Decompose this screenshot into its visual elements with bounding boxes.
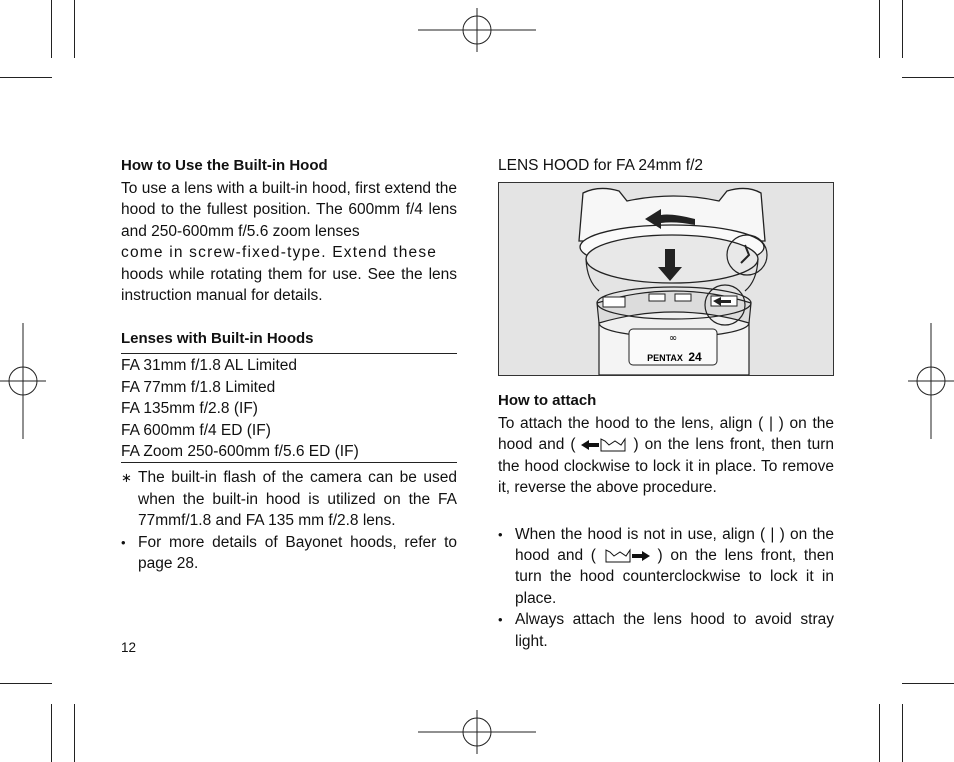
attach-notes [498, 524, 834, 652]
lens-hood-illustration [498, 182, 834, 376]
lenses-section-title: Lenses with Built-in Hoods [121, 330, 314, 348]
registration-mark-right [908, 323, 954, 439]
crop-mark-tl-v2 [74, 0, 75, 58]
focal-label: 24 [688, 350, 702, 364]
notes-list [121, 467, 457, 574]
lens-item: FA 135mm f/2.8 (IF) [121, 400, 258, 418]
note-flash-text: The built-in flash of the camera can be used when the built-in hood is utilized on the FA 77mmf/1.8 and FA 135 mm f/2.8 lens. [138, 469, 457, 530]
page-number: 12 [121, 640, 137, 655]
note-bayonet-text: For more details of Bayonet hoods, refer to page 28. [138, 533, 457, 573]
lens-list [121, 353, 457, 463]
note-stray-light [498, 609, 834, 652]
lens-item: FA 31mm f/1.8 AL Limited [121, 357, 298, 375]
attach-text-b: ) on the lens front, then turn the hood clockwise to lock it in place. To remove it, reverse the above procedure. [498, 436, 835, 497]
lens-storage-arrow-icon [604, 548, 650, 564]
lens-index-arrow-icon [581, 437, 627, 453]
crop-mark-tr-v [902, 0, 903, 58]
right-column [498, 155, 834, 652]
crop-mark-br-v2 [879, 704, 880, 762]
attach-section-title: How to attach [498, 392, 597, 409]
attach-text-a: To attach the hood to the lens, align ( | ) on the hood and ( [498, 415, 834, 454]
crop-mark-tr-h [902, 77, 954, 78]
registration-mark-bottom [418, 710, 536, 754]
lens-item: FA Zoom 250-600mm f/5.6 ED (IF) [121, 443, 359, 461]
crop-mark-bl-h [0, 683, 52, 684]
brand-label: PENTAX [647, 353, 683, 363]
bullet-mark: • [498, 526, 503, 542]
note-not-in-use-a: When the hood is not in use, align ( | ) on the hood and ( [515, 525, 834, 565]
crop-mark-tr-v2 [879, 0, 880, 58]
note-not-in-use-b: ) on the lens front, then turn the hood counterclockwise to lock it in place. [515, 547, 834, 607]
bullet-mark: • [498, 612, 503, 628]
registration-mark-left [0, 323, 46, 439]
note-stray-light-text: Always attach the lens hood to avoid stray light. [515, 611, 834, 650]
crop-mark-bl-v2 [74, 704, 75, 762]
crop-mark-tl-h [0, 77, 52, 78]
lens-item: FA 77mm f/1.8 Limited [121, 378, 276, 396]
note-flash [121, 467, 457, 531]
asterisk-mark: ∗ [121, 470, 132, 486]
figure-title: LENS HOOD for FA 24mm f/2 [498, 157, 704, 174]
crop-mark-bl-v [51, 704, 52, 762]
bullet-mark: • [121, 534, 126, 550]
crop-mark-br-h [902, 683, 954, 684]
registration-mark-top [418, 8, 536, 52]
left-column [121, 155, 457, 575]
hood-text-1: To use a lens with a built-in hood, first extend the hood to the fullest position. The 600mm f/4 lens and 250-600mm f/5.6 zoom lenses [121, 180, 457, 240]
crop-mark-tl-v [51, 0, 52, 58]
lens-item: FA 600mm f/4 ED (IF) [121, 421, 271, 439]
note-not-in-use [498, 524, 834, 610]
hood-text-2: come in screw-fixed-type. Extend these [121, 244, 438, 262]
hood-section-title: How to Use the Built-in Hood [121, 157, 328, 174]
crop-mark-br-v [902, 704, 903, 762]
note-bayonet [121, 532, 457, 575]
infinity-label: ∞ [668, 333, 678, 344]
hood-text-3: hoods while rotating them for use. See the lens instruction manual for details. [121, 265, 457, 305]
attach-text [498, 413, 834, 499]
lens-hood-drawing [499, 183, 833, 375]
